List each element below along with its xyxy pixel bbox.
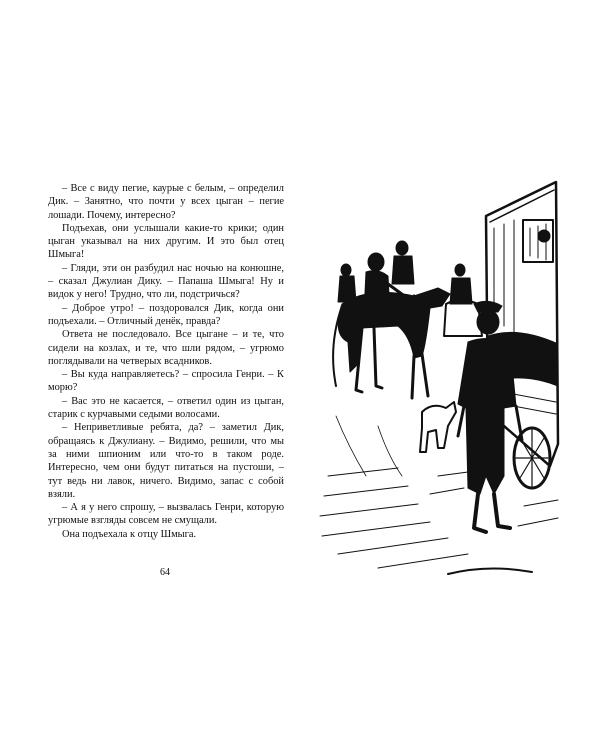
paragraph: – Вас это не касается, – ответил один из цыган, старик с курчавыми седыми волосами.	[48, 395, 284, 421]
paragraph: – Все с виду пегие, каурые с белым, – определил Дик. – Занятно, что почти у всех цыган – пегие лошади. Почему, интересно?	[48, 183, 284, 221]
paragraph: Подъехав, они услышали какие-то крики; один цыган указывал на них другим. И это был отец Шмыга!	[48, 222, 284, 261]
horse-rider-drawing	[333, 253, 450, 398]
gypsy-caravan-illustration	[318, 176, 564, 578]
paragraph: – Доброе утро! – поздоровался Дик, когда они подъехали. – Отличный денёк, правда?	[48, 302, 284, 327]
paragraph: Ответа не последовало. Все цыгане – и те, что сидели на козлах, и те, что шли рядом, – угрюмо поглядывали на четверых всадников.	[48, 329, 284, 367]
paragraph: – А я у него спрошу, – вызвалась Генри, которую угрюмые взгляды совсем не смущали.	[48, 502, 284, 527]
paragraph: Она подъехала к отцу Шмыга.	[62, 528, 197, 540]
paragraph: – Неприветливые ребята, да? – заметил Дик, обращаясь к Джулиану. – Видимо, решили, что мы за ними шпионим или что-то в таком роде. Интересно, чем они будут питаться на пустоши, – тут ведь ни лавок, ничего. Видимо, запас с собой взяли.	[48, 422, 284, 500]
paragraph: – Вы куда направляетесь? – спросила Генри. – К морю?	[48, 369, 284, 394]
paragraph: – Гляди, эти он разбудил нас ночью на конюшне, – сказал Джулиан Дику. – Папаша Шмыга! Ну и видок у него! Трудно, что ли, подстричься?	[48, 262, 284, 301]
page-text	[48, 182, 284, 541]
page-number: 64	[160, 567, 170, 578]
dog-drawing	[420, 402, 456, 452]
